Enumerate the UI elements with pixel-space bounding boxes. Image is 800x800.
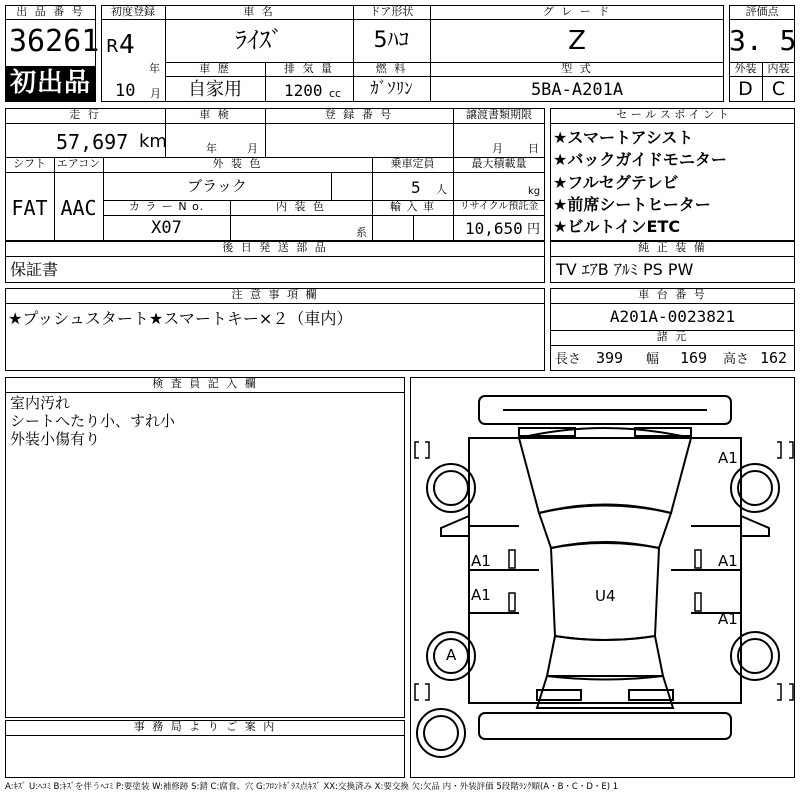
car-diagram [410, 377, 795, 778]
sales-point-4: ★前席シートヒーター [553, 195, 711, 214]
exterior-header: 外装 [734, 62, 757, 75]
height-label: 高さ [723, 352, 750, 367]
sales-point-5: ★ビルトインETC [553, 217, 681, 236]
later-parts-header: 後 日 発 送 部 品 [222, 241, 328, 254]
sales-point-3: ★フルセグテレビ [553, 173, 679, 192]
mark-front-right: A1 [718, 449, 738, 467]
mileage-header: 走 行 [69, 108, 101, 121]
year-value: 4 [119, 30, 135, 60]
chassis-value: A201A-0023821 [609, 307, 736, 326]
reg-no-header: 登 録 番 号 [324, 108, 394, 121]
first-listing-label: 初出品 [10, 68, 92, 98]
era-value: R [106, 36, 119, 57]
color-no-value: X07 [151, 218, 182, 238]
notes-value: ★プッシュスタート★スマートキー×２（車内） [8, 309, 353, 328]
model-header: 型 式 [561, 62, 593, 75]
model-value: 5BA-A201A [530, 80, 624, 100]
inspector-note-2: シートへたり小、すれ小 [10, 412, 176, 430]
sales-point-1: ★スマートアシスト [553, 128, 694, 147]
interior-header: 内装 [767, 62, 790, 75]
inspector-note-1: 室内汚れ [10, 394, 71, 412]
equipment-value: TV ｴｱB ｱﾙﾐ PS PW [556, 260, 694, 279]
fuel-value: ｶﾞｿﾘﾝ [370, 79, 413, 99]
legend: A:ｷｽﾞ U:ﾍｺﾐ B:ｷｽﾞを伴うﾍｺﾐ P:要塗装 W:補修跡 S:錆 C:腐食、穴 G:ﾌﾛﾝﾄｶﾞﾗｽ点ｷｽﾞ XX:交換済み X:要交換 欠:欠品 内・外装評価 5段階ﾗﾝｸ順(A・B・C・D・E) 1 [5, 782, 619, 792]
inspection-header: 車 検 [199, 108, 231, 121]
fuel-header: 燃 料 [375, 62, 408, 75]
displacement-header: 排 気 量 [284, 62, 334, 75]
exterior-score: D [738, 78, 753, 100]
door-header: ドア形状 [369, 5, 414, 18]
grade-value: Z [568, 26, 586, 56]
kg-unit: kg [528, 186, 541, 197]
mark-door-right-rear: A1 [718, 610, 738, 628]
capacity-value: 5 [411, 178, 421, 197]
first-reg-header: 初度登録 [111, 5, 155, 18]
car-name-header: 車 名 [243, 5, 275, 18]
notes-header: 注 意 事 項 欄 [231, 288, 319, 301]
sales-point-2: ★バックガイドモニター [553, 150, 727, 169]
lot-number: 36261 [9, 24, 100, 59]
month-unit: 月 [150, 87, 161, 100]
mileage-value: 57,697 [56, 130, 129, 154]
recycle-value: 10,650 [465, 219, 523, 238]
ext-color-header: 外 装 色 [212, 157, 263, 170]
recycle-header: リサイクル預託金 [459, 201, 539, 212]
dims-header: 諸 元 [656, 330, 689, 343]
equipment-header: 純 正 装 備 [638, 241, 707, 254]
later-parts-value: 保証書 [10, 260, 59, 279]
office-header: 事 務 局 よ り ご 案 内 [133, 720, 277, 733]
history-header: 車 歴 [199, 62, 231, 75]
history-value: 自家用 [188, 79, 242, 100]
capacity-unit: 人 [436, 183, 447, 196]
inspector-header: 検 査 員 記 入 欄 [152, 377, 258, 390]
mark-roof: U4 [595, 587, 616, 605]
score-header: 評価点 [745, 5, 779, 18]
grade-header: グ レ ー ド [542, 5, 612, 18]
length-label: 長さ [555, 352, 582, 367]
transfer-header: 譲渡書類期限 [466, 108, 532, 121]
height-value: 162 [760, 349, 788, 367]
int-color-header: 内 装 色 [276, 200, 326, 213]
details-box [5, 108, 545, 241]
ext-color-value: ブラック [187, 177, 247, 195]
shift-value: FAT [11, 196, 48, 220]
inspector-note-3: 外装小傷有り [10, 430, 101, 448]
interior-score: C [771, 78, 786, 100]
car-name-value: ﾗｲｽﾞ [235, 26, 283, 54]
mark-wheel-left-rear: A [446, 646, 457, 664]
sales-points-header: セ ー ル ス ポ イ ン ト [616, 108, 729, 121]
mark-door-left-rear: A1 [471, 586, 491, 604]
door-value: 5ﾊｺ [373, 28, 410, 53]
color-no-header: カ ラ ー N o. [128, 200, 205, 213]
capacity-header: 乗車定員 [390, 157, 435, 170]
width-label: 幅 [646, 352, 660, 367]
km-unit: km [139, 131, 167, 152]
insp-year-unit: 年 [206, 142, 217, 155]
lot-no-header: 出 品 番 号 [16, 5, 85, 18]
mark-door-right-front: A1 [718, 552, 738, 570]
max-load-header: 最大積載量 [471, 157, 527, 170]
chassis-header: 車 台 番 号 [638, 288, 707, 301]
insp-month-unit: 月 [247, 142, 258, 155]
aircon-value: AAC [60, 196, 97, 220]
import-header: 輸 入 車 [390, 200, 435, 213]
cc-unit: cc [329, 87, 342, 100]
aircon-header: エアコン [56, 157, 101, 170]
transfer-day-unit: 日 [528, 142, 539, 155]
width-value: 169 [680, 349, 708, 367]
int-color-unit: 系 [356, 226, 367, 239]
displacement-value: 1200 [284, 81, 323, 100]
car-outline [411, 378, 796, 779]
transfer-month-unit: 月 [492, 142, 503, 155]
score-value: 3. 5 [729, 24, 797, 57]
month-value: 10 [115, 81, 136, 101]
length-value: 399 [596, 349, 624, 367]
shift-header: シフト [13, 157, 46, 170]
year-unit: 年 [149, 62, 160, 75]
yen-unit: 円 [527, 222, 541, 237]
mark-door-left-front: A1 [471, 552, 491, 570]
